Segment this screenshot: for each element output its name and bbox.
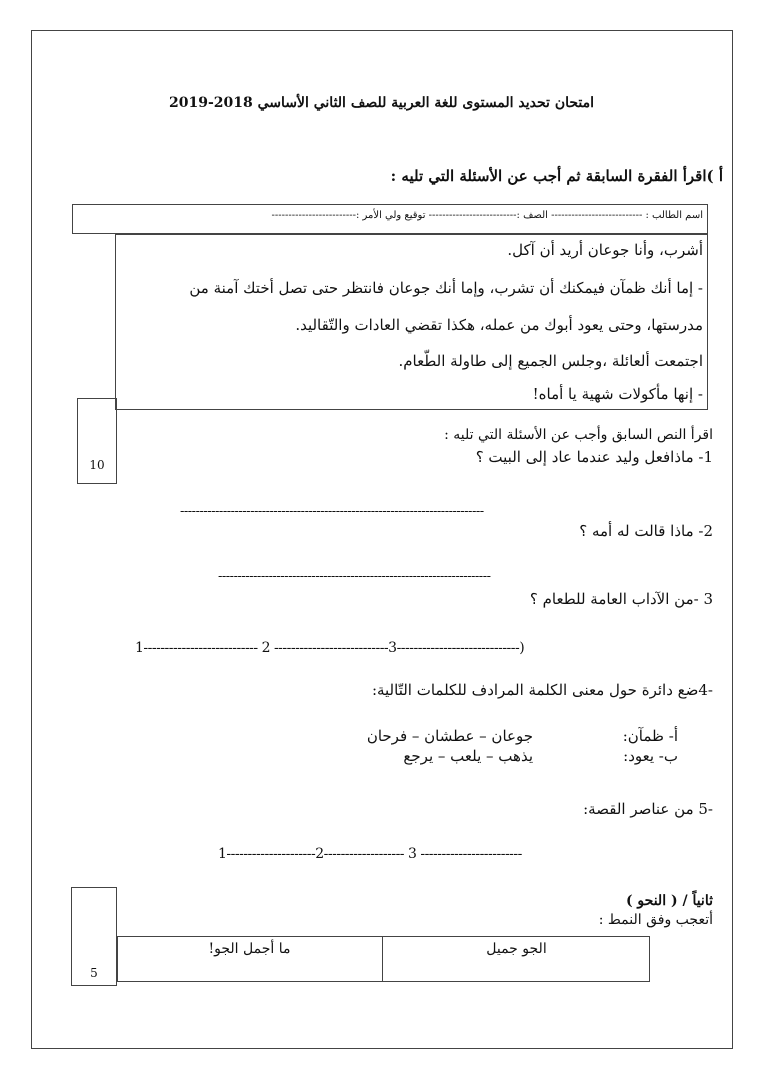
- question-2: 2- ماذا قالت له أمه ؟: [579, 522, 713, 540]
- passage-line-2: - إما أنك ظمآن فيمكنك أن تشرب، وإما أنك جوعان فانتظر حتى تصل أختك آمنة من: [189, 279, 703, 297]
- passage-line-1: أشرب، وأنا جوعان أريد أن آكل.: [507, 241, 703, 259]
- question-5: -5 من عناصر القصة:: [583, 800, 713, 818]
- question-3: 3 -من الآداب العامة للطعام ؟: [529, 590, 713, 608]
- question-1-answer-line: ------------------------------------------------------------------------------: [180, 504, 484, 519]
- grammar-instruction: أتعجب وفق النمط :: [598, 912, 713, 928]
- question-4b-options: يذهب – يلعب – يرجع: [403, 747, 533, 765]
- grammar-score: 5: [90, 966, 98, 980]
- exam-title: امتحان تحديد المستوى للغة العربية للصف الثاني الأساسي 2018-2019: [168, 95, 595, 111]
- passage-line-4: اجتمعت ألعائلة ،وجلس الجميع إلى طاولة الطّعام.: [398, 352, 703, 370]
- question-5-answer-line: 1---------------------2------------------- 3 ------------------------: [218, 846, 522, 862]
- question-3-answer-line: 1--------------------------- 2 ---------------------------3-----------------------------): [135, 640, 525, 656]
- student-info-line: اسم الطالب : --------------------------- الصف :-------------------------- توقيع ولي الأمر :-------------------------: [271, 210, 703, 221]
- grammar-example-exclamation: ما أجمل الجو!: [208, 941, 291, 957]
- passage-line-3: مدرستها، وحتى يعود أبوك من عمله، هكذا تقضي العادات والتّقاليد.: [295, 316, 703, 334]
- passage-line-5: - إنها مأكولات شهية يا أماه!: [532, 385, 703, 403]
- question-4a-options: جوعان – عطشان – فرحان: [366, 727, 533, 745]
- grammar-heading: ثانياً / ( النحو ): [625, 893, 713, 909]
- question-4a-label: أ- ظمآن:: [622, 727, 678, 745]
- grammar-example-statement: الجو جميل: [486, 941, 547, 957]
- reading-score: 10: [89, 458, 105, 472]
- question-1: 1- ماذافعل وليد عندما عاد إلى البيت ؟: [475, 448, 713, 466]
- question-4: -4ضع دائرة حول معنى الكلمة المرادف للكلمات التّالية:: [371, 681, 713, 699]
- question-4b-label: ب- يعود:: [623, 747, 678, 765]
- section-a-heading: أ )اقرأ الفقرة السابقة ثم أجب عن الأسئلة التي تليه :: [390, 167, 723, 185]
- question-2-answer-line: ----------------------------------------------------------------------: [218, 569, 491, 584]
- questions-intro: اقرأ النص السابق وأجب عن الأسئلة التي تليه :: [444, 427, 713, 443]
